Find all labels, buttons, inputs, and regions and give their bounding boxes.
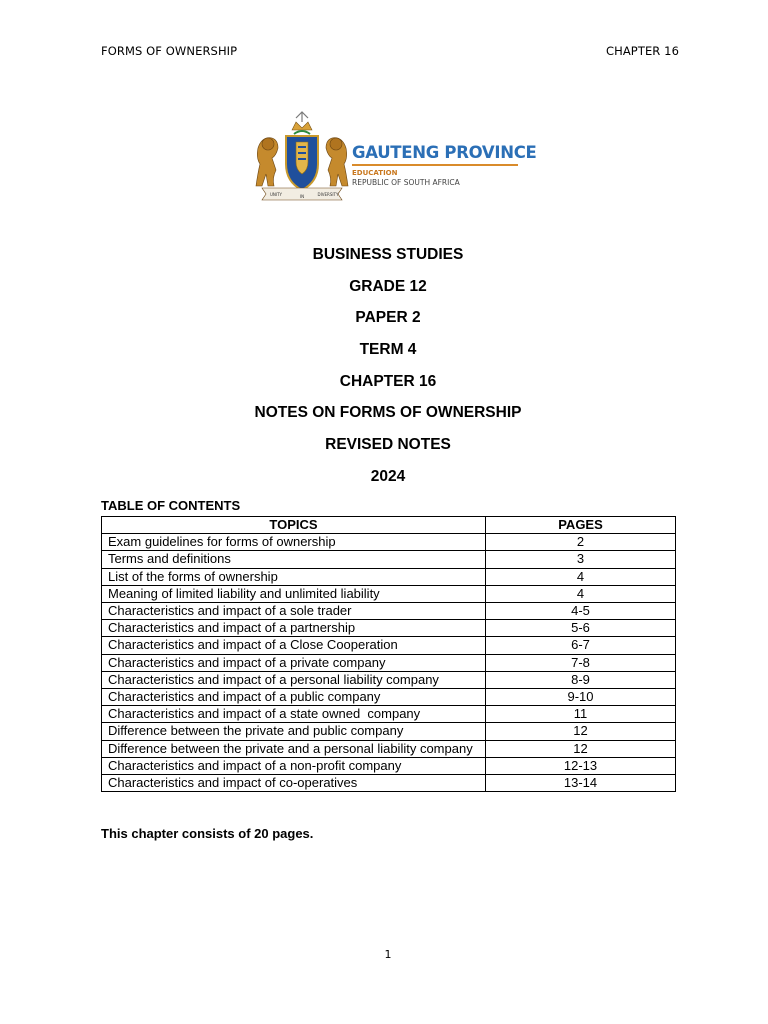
table-row: [102, 568, 676, 585]
toc-pages: 4: [486, 568, 676, 585]
toc-topic: Terms and definitions: [102, 551, 486, 568]
title-subject: BUSINESS STUDIES: [312, 246, 464, 263]
toc-pages: 7-8: [486, 654, 676, 671]
title-grade: GRADE 12: [349, 277, 427, 295]
logo-text: [352, 129, 537, 187]
toc-topic: Characteristics and impact of a Close Cooperation: [102, 637, 486, 654]
table-row: [102, 706, 676, 723]
table-row: [102, 603, 676, 620]
table-row: [102, 757, 676, 774]
header-left-text: FORMS OF OWNERSHIP: [101, 44, 238, 58]
table-of-contents: [101, 516, 676, 792]
toc-heading: TABLE OF CONTENTS: [101, 498, 241, 513]
toc-pages: 9-10: [486, 689, 676, 706]
table-row: [102, 723, 676, 740]
table-row: [102, 637, 676, 654]
toc-pages: 4: [486, 585, 676, 602]
toc-topic: Characteristics and impact of a personal liability company: [102, 671, 486, 688]
toc-pages: 8-9: [486, 671, 676, 688]
page-number: 1: [384, 948, 392, 961]
gauteng-logo: [248, 108, 538, 208]
toc-pages: 5-6: [486, 620, 676, 637]
toc-pages: 4-5: [486, 603, 676, 620]
toc-topic: Characteristics and impact of a state owned company: [102, 706, 486, 723]
logo-divider: [352, 164, 518, 166]
table-row: [102, 740, 676, 757]
logo-motto-word: DIVERSITY: [317, 192, 339, 197]
logo-title: GAUTENG PROVINCE: [352, 143, 537, 163]
title-year: 2024: [370, 467, 406, 485]
toc-topic: Difference between the private and public company: [102, 723, 486, 740]
logo-tagline: REPUBLIC OF SOUTH AFRICA: [352, 177, 460, 187]
document-title-block: [0, 243, 768, 497]
toc-topic: Characteristics and impact of co-operatives: [102, 775, 486, 792]
toc-topic: Characteristics and impact of a private company: [102, 654, 486, 671]
toc-pages: 12-13: [486, 757, 676, 774]
toc-pages: 6-7: [486, 637, 676, 654]
toc-topic: Characteristics and impact of a non-profit company: [102, 757, 486, 774]
toc-topic: Difference between the private and a personal liability company: [102, 740, 486, 757]
logo-subtitle: EDUCATION: [352, 168, 398, 177]
title-revision: REVISED NOTES: [325, 436, 451, 454]
toc-pages: 13-14: [486, 775, 676, 792]
title-chapter: CHAPTER 16: [339, 372, 437, 390]
table-row: [102, 775, 676, 792]
toc-column-pages: PAGES: [486, 517, 676, 534]
table-row: [102, 671, 676, 688]
toc-topic: Meaning of limited liability and unlimited liability: [102, 585, 486, 602]
table-row: [102, 654, 676, 671]
title-term: TERM 4: [359, 341, 417, 359]
table-row: [102, 620, 676, 637]
toc-column-topics: TOPICS: [102, 517, 486, 534]
toc-topic: List of the forms of ownership: [102, 568, 486, 585]
table-row: [102, 689, 676, 706]
table-row: [102, 551, 676, 568]
running-header: [101, 44, 679, 58]
table-row: [102, 534, 676, 551]
title-topic: NOTES ON FORMS OF OWNERSHIP: [254, 404, 522, 422]
toc-header-row: [102, 517, 676, 534]
coat-of-arms-icon: [248, 108, 356, 208]
toc-pages: 3: [486, 551, 676, 568]
toc-pages: 2: [486, 534, 676, 551]
logo-motto-word: IN: [299, 194, 305, 199]
toc-topic: Characteristics and impact of a public company: [102, 689, 486, 706]
logo-motto-word: UNITY: [270, 192, 282, 197]
toc-pages: 11: [486, 706, 676, 723]
toc-topic: Characteristics and impact of a partnership: [102, 620, 486, 637]
table-row: [102, 585, 676, 602]
toc-pages: 12: [486, 740, 676, 757]
toc-pages: 12: [486, 723, 676, 740]
chapter-page-count-note: This chapter consists of 20 pages.: [101, 826, 314, 841]
toc-topic: Exam guidelines for forms of ownership: [102, 534, 486, 551]
header-right-text: CHAPTER 16: [605, 44, 679, 58]
toc-topic: Characteristics and impact of a sole trader: [102, 603, 486, 620]
title-paper: PAPER 2: [355, 309, 421, 327]
